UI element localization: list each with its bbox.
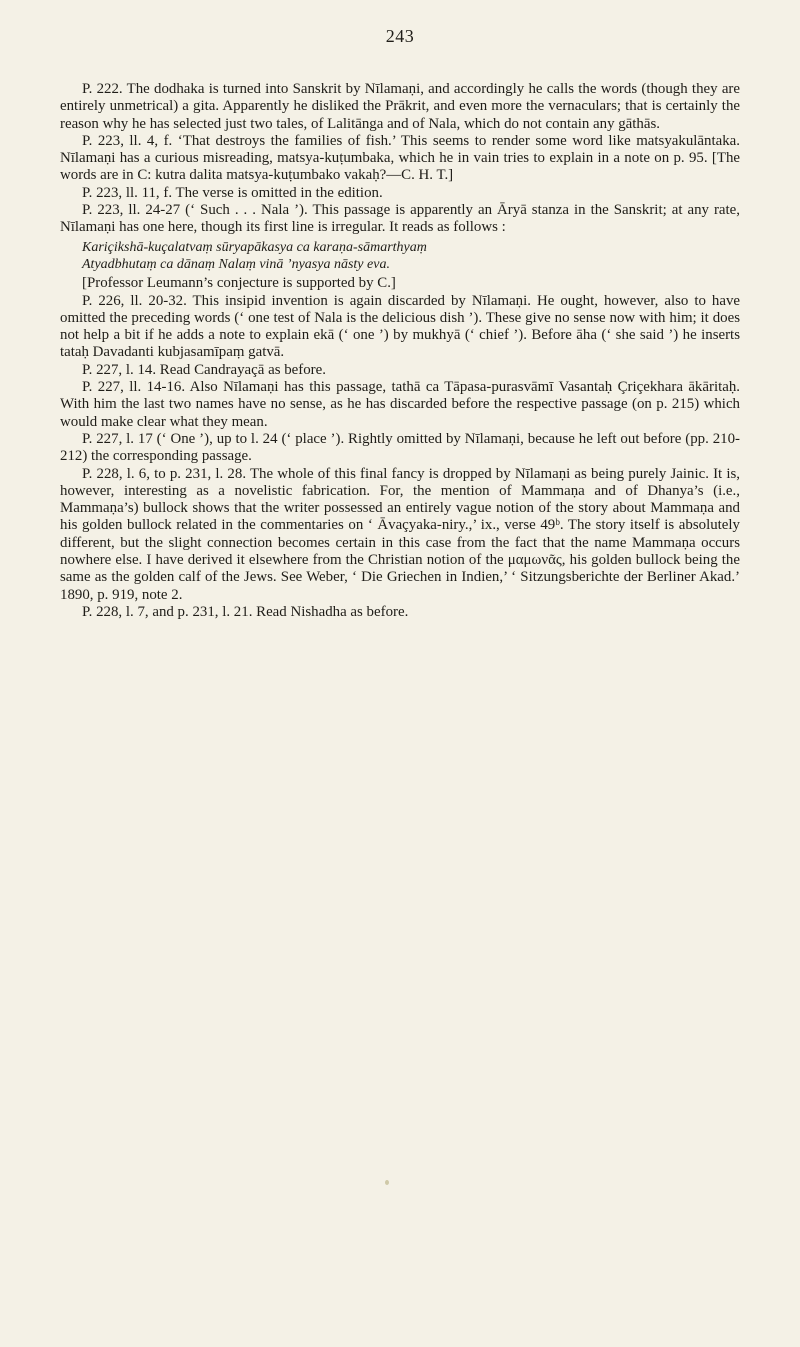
paragraph-p228-7: P. 228, l. 7, and p. 231, l. 21. Read Nishadha as before. xyxy=(82,603,409,620)
paragraph-p227-14: P. 227, l. 14. Read Candrayaçā as before. xyxy=(82,361,326,378)
paragraph-leumann-note: [Professor Leumann’s conjecture is supported by C.] xyxy=(82,275,396,292)
paragraph-p222: P. 222. The dodhaka is turned into Sanskrit by Nīlamaṇi, and accordingly he calls the words (though they are entirely unmetrical) a gita. Apparently he disliked the Prākrit, and even more the vernaculars; that is certainly the reason why he has selected just two tales, of Lalitānga and of Nala, which do not contain any gāthās. xyxy=(60,81,740,132)
paragraph-p227-17: P. 227, l. 17 (‘ One ’), up to l. 24 (‘ place ’). Rightly omitted by Nīlamaṇi, because he left out before (pp. 210-212) the corresponding passage. xyxy=(60,430,740,465)
paragraph-p223-24: P. 223, ll. 24-27 (‘ Such . . . Nala ’). This passage is apparently an Āryā stanza in the Sanskrit; at any rate, Nīlamaṇi has one here, though its first line is irregular. It reads as follows : xyxy=(60,202,740,236)
paragraph-p223-11: P. 223, ll. 11, f. The verse is omitted in the edition. xyxy=(82,184,383,201)
ink-speck xyxy=(385,1180,389,1185)
paragraph-p226: P. 226, ll. 20-32. This insipid invention is again discarded by Nīlamaṇi. He ought, however, also to have omitted the preceding words (‘ one test of Nala is the delicious dish ’). These give no sense now with him; it does not help a bit if he adds a note to explain ekā (‘ one ’) by mukhyā (‘ chief ’). Before āha (‘ she said ’) he inserts tataḥ Davadanti kubjasamīpaṃ gatvā. xyxy=(60,292,740,361)
body-text xyxy=(60,81,740,621)
paragraph-p223-4: P. 223, ll. 4, f. ‘That destroys the families of fish.’ This seems to render some word like matsyakulāntaka. Nīlamaṇi has a curious misreading, matsya-kuṭumbaka, which he in vain tries to explain in a note on p. 95. [The words are in C: kutra dalita matsya-kuṭumbako vakaḥ?—C. H. T.] xyxy=(60,132,740,184)
paragraph-p228-6: P. 228, l. 6, to p. 231, l. 28. The whole of this final fancy is dropped by Nīlamaṇi as being purely Jainic. It is, however, interesting as a novelistic fabrication. For, the mention of Mammaṇa and of Dhanya’s (i.e., Mammaṇa’s) bullock shows that the writer possessed an entirely vague notion of the story about Mammaṇa and his golden bullock related in the commentaries on ‘ Āvaçyaka-niry.,’ ix., verse 49ᵇ. The story itself is absolutely different, but the slight connection becomes certain in this case from the fact that the name Mammaṇa occurs nowhere else. I have derived it elsewhere from the Christian notion of the μαμωνᾶς, his golden bullock being the same as the golden calf of the Jews. See Weber, ‘ Die Griechen in Indien,’ ‘ Sitzungsberichte der Berliner Akad.’ 1890, p. 919, note 2. xyxy=(60,465,740,603)
sanskrit-stanza xyxy=(82,239,740,274)
stanza-line-2: Atyadbhutaṃ ca dānaṃ Nalaṃ vinā ’nyasya nāsty eva. xyxy=(82,256,390,272)
page xyxy=(60,26,740,621)
page-number: 243 xyxy=(385,26,415,46)
paragraph-p227-14-16: P. 227, ll. 14-16. Also Nīlamaṇi has this passage, tathā ca Tāpasa-purasvāmī Vasantaḥ Çriçekhara ākāritaḥ. With him the last two names have no sense, as he has discarded before the respective passage (on p. 215) which would make clear what they mean. xyxy=(60,379,740,430)
stanza-line-1: Kariçikshā-kuçalatvaṃ sūryapākasya ca karaṇa-sāmarthyaṃ xyxy=(82,239,427,255)
